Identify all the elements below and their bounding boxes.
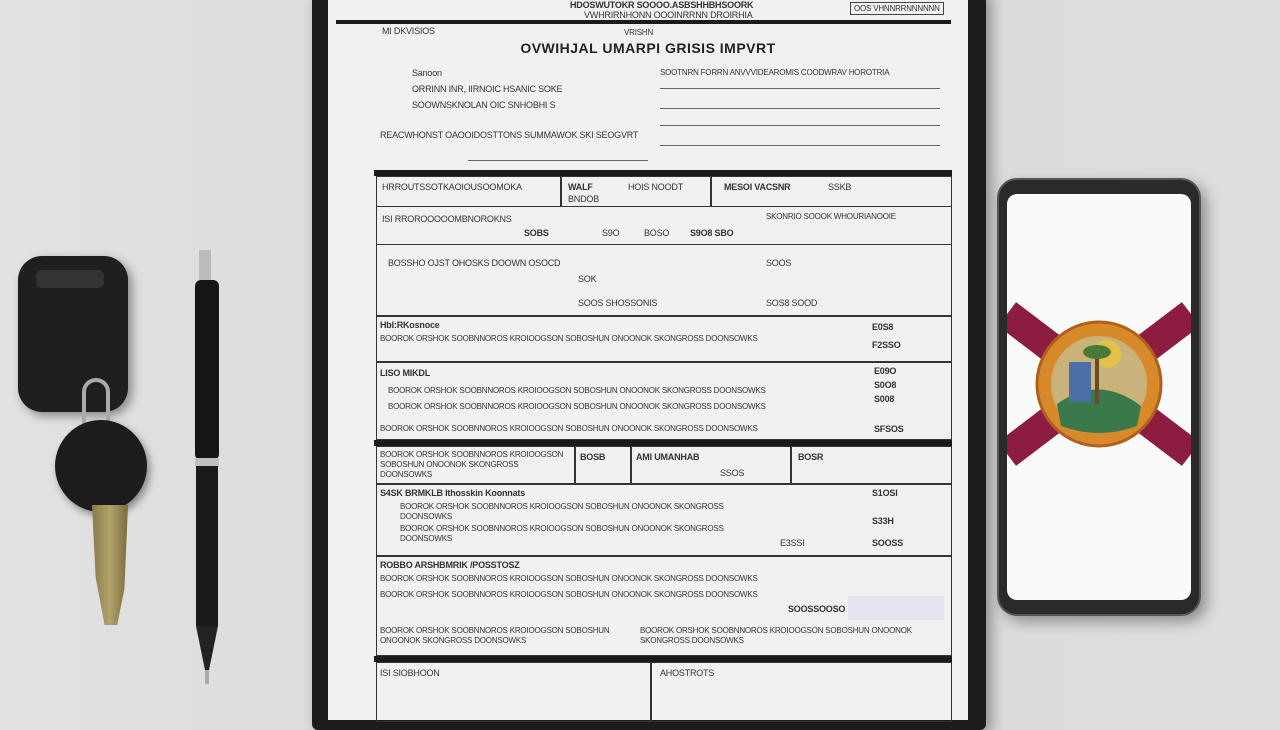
table-cell: WALF — [568, 182, 593, 192]
amount: E09O — [874, 366, 897, 376]
form-text: BOOROK ORSHOK SOOBNNOROS KROIOOGSON SOBOSHUN ONOONOK SKONGROSS DOONSOWKS — [380, 574, 758, 583]
form-text: ORRINN INR, IIRNOIC HSANIC SOKE — [412, 84, 563, 94]
table-cell: S9O — [602, 228, 620, 238]
form-corner-box: OOS VHNNRRNNNNNN — [850, 2, 944, 15]
table-cell: S9O8 SBO — [690, 228, 734, 238]
car-key-blade — [92, 505, 128, 625]
highlight — [848, 596, 944, 620]
form-text: BOOROK ORSHOK SOOBNNOROS KROIOOGSON SOBOSHUN ONOONOK SKONGROSS DOONSOWKS — [380, 626, 610, 645]
blank-line — [468, 160, 648, 161]
table-cell: SOOS SHOSSONIS — [578, 298, 658, 308]
form-text: BOOROK ORSHOK SOOBNNOROS KROIOOGSON SOBOSHUN ONOONOK SKONGROSS DOONSOWKS — [380, 450, 564, 479]
pen — [193, 250, 225, 685]
vehicle-info-table — [376, 176, 952, 316]
car-key-head — [55, 420, 147, 512]
table-cell: MESOI VACSNR — [724, 182, 791, 192]
amount: F2SSO — [872, 340, 901, 350]
form-text: ISI SIOBHOON — [380, 668, 440, 678]
form-text: BOOROK ORSHOK SOOBNNOROS KROIOOGSON SOBOSHUN ONOONOK SKONGROSS DOONSOWKS — [380, 590, 758, 599]
table-cell: SKONRIO SOOOK WHOURIANOOIE — [766, 212, 896, 221]
form-text: BOOROK ORSHOK SOOBNNOROS KROIOOGSON SOBOSHUN ONOONOK SKONGROSS DOONSOWKS — [640, 626, 912, 645]
table-cell: ISI RROROOOOOMBNOROKNS — [382, 214, 512, 224]
form-text: SOOTNRN FORRN ANVVVIDEAROMIS COODWRAV HOROTRIA — [660, 68, 890, 77]
form-subtitle: VRISHN — [624, 28, 654, 37]
amount: E3SSI — [780, 538, 805, 548]
table-cell: BOSB — [580, 452, 606, 462]
section-heading: LISO MIKDL — [380, 368, 430, 378]
florida-flag-icon — [1007, 194, 1191, 600]
table-cell: BOSO — [644, 228, 670, 238]
amount: S008 — [874, 394, 895, 404]
form-text: BOOROK ORSHOK SOOBNNOROS KROIOOGSON SOBOSHUN ONOONOK SKONGROSS DOONSOWKS — [388, 386, 766, 395]
table-cell: HOIS NOODT — [628, 182, 684, 192]
insurance-form-document — [328, 0, 968, 720]
smartphone — [997, 178, 1201, 616]
form-header-line: VWHRIRNHONN OOOINRRNN DROIRHIA — [584, 10, 753, 20]
table-cell: SOBS — [524, 228, 549, 238]
department-label: MI DKVISIOS — [382, 26, 435, 36]
table-cell: SSKB — [828, 182, 852, 192]
blank-line — [660, 108, 940, 109]
amount: S1OSI — [872, 488, 898, 498]
blank-line — [660, 145, 940, 146]
car-key-fob — [18, 256, 128, 412]
form-text: BOOROK ORSHOK SOOBNNOROS KROIOOGSON SOBOSHUN ONOONOK SKONGROSS DOONSOWKS — [400, 502, 724, 521]
form-text: BOOROK ORSHOK SOOBNNOROS KROIOOGSON SOBOSHUN ONOONOK SKONGROSS DOONSOWKS — [400, 524, 724, 543]
divider — [336, 20, 951, 24]
table-cell: SOS8 SOOD — [766, 298, 818, 308]
form-text: Sanoon — [412, 68, 442, 78]
amount: SFSOS — [874, 424, 904, 434]
form-text: BOOROK ORSHOK SOOBNNOROS KROIOOGSON SOBOSHUN ONOONOK SKONGROSS DOONSOWKS — [380, 424, 758, 433]
blank-line — [660, 125, 940, 126]
form-title: OVWIHJAL UMARPI GRISIS IMPVRT — [520, 40, 776, 56]
section-heading: S4SK BRMKLB Ithosskin Koonnats — [380, 488, 526, 498]
form-text: REACWHONST OAOOIDOSTTONS SUMMAWOK SKI SEOGVRT — [380, 130, 639, 140]
amount: E0S8 — [872, 322, 894, 332]
table-cell: AMI UMANHAB — [636, 452, 700, 462]
section-heading: ROBBO ARSHBMRIK /POSSTOSZ — [380, 560, 520, 570]
amount: S0O8 — [874, 380, 897, 390]
table-cell: SSOS — [720, 468, 745, 478]
amount: SOOSS — [872, 538, 904, 548]
table-cell: BNDOB — [568, 194, 600, 204]
table-cell: BOSR — [798, 452, 824, 462]
amount: SOOSSOOSO — [788, 604, 846, 614]
blank-line — [660, 88, 940, 89]
section-heading: HbI:RKosnoce — [380, 320, 440, 330]
phone-screen — [1007, 194, 1191, 600]
table-cell: SOOS — [766, 258, 792, 268]
table-cell: HRROUTSSOTKAOIOUSOOMOKA — [382, 182, 522, 192]
table-cell: SOK — [578, 274, 597, 284]
form-text: BOOROK ORSHOK SOOBNNOROS KROIOOGSON SOBOSHUN ONOONOK SKONGROSS DOONSOWKS — [388, 402, 766, 411]
form-header-line: HDOSWUTOKR SOOOO.ASBSHHBHSOORK — [570, 0, 754, 10]
amount: S33H — [872, 516, 894, 526]
table-cell: BOSSHO OJST OHOSKS DOOWN OSOCD — [388, 258, 561, 268]
form-text: BOOROK ORSHOK SOOBNNOROS KROIOOGSON SOBOSHUN ONOONOK SKONGROSS DOONSOWKS — [380, 334, 758, 343]
form-text: SOOWNSKNOLAN OIC SNHOBHI S — [412, 100, 556, 110]
form-text: AHOSTROTS — [660, 668, 715, 678]
